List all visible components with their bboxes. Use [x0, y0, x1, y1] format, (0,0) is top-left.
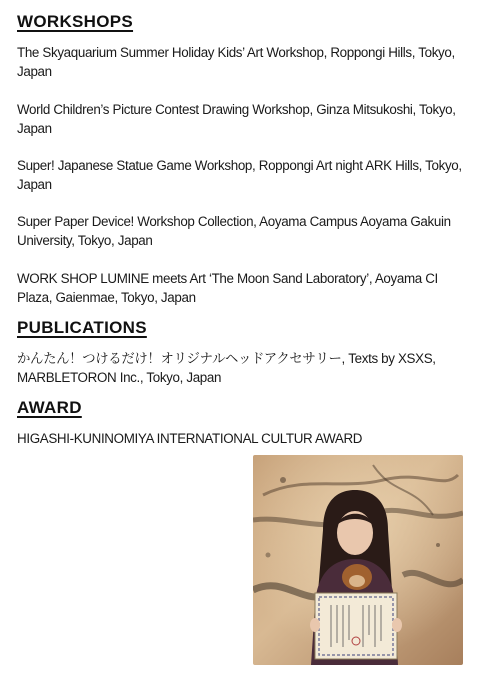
publication-entry: かんたん！つけるだけ！オリジナルヘッドアクセサリー, Texts by XSXS, MARBLETORON Inc., Tokyo, Japan: [17, 351, 436, 385]
workshop-entry: WORK SHOP LUMINE meets Art ‘The Moon Sand Laboratory’, Aoyama CI Plaza, Gaienmae, Tokyo, Japan: [17, 271, 438, 305]
award-photo: [253, 455, 463, 665]
workshop-entry: Super! Japanese Statue Game Workshop, Roppongi Art night ARK Hills, Tokyo, Japan: [17, 158, 462, 192]
award-entry: HIGASHI-KUNINOMIYA INTERNATIONAL CULTUR AWARD: [17, 431, 363, 446]
award-heading: AWARD: [17, 398, 82, 417]
workshops-heading: WORKSHOPS: [17, 12, 134, 31]
publications-heading: PUBLICATIONS: [17, 318, 147, 337]
workshop-entry: Super Paper Device! Workshop Collection, Aoyama Campus Aoyama Gakuin University, Tokyo, Japan: [17, 214, 451, 248]
workshop-entry: The Skyaquarium Summer Holiday Kids’ Art Workshop, Roppongi Hills, Tokyo, Japan: [17, 45, 455, 79]
workshop-entry: World Children’s Picture Contest Drawing Workshop, Ginza Mitsukoshi, Tokyo, Japan: [17, 102, 456, 136]
